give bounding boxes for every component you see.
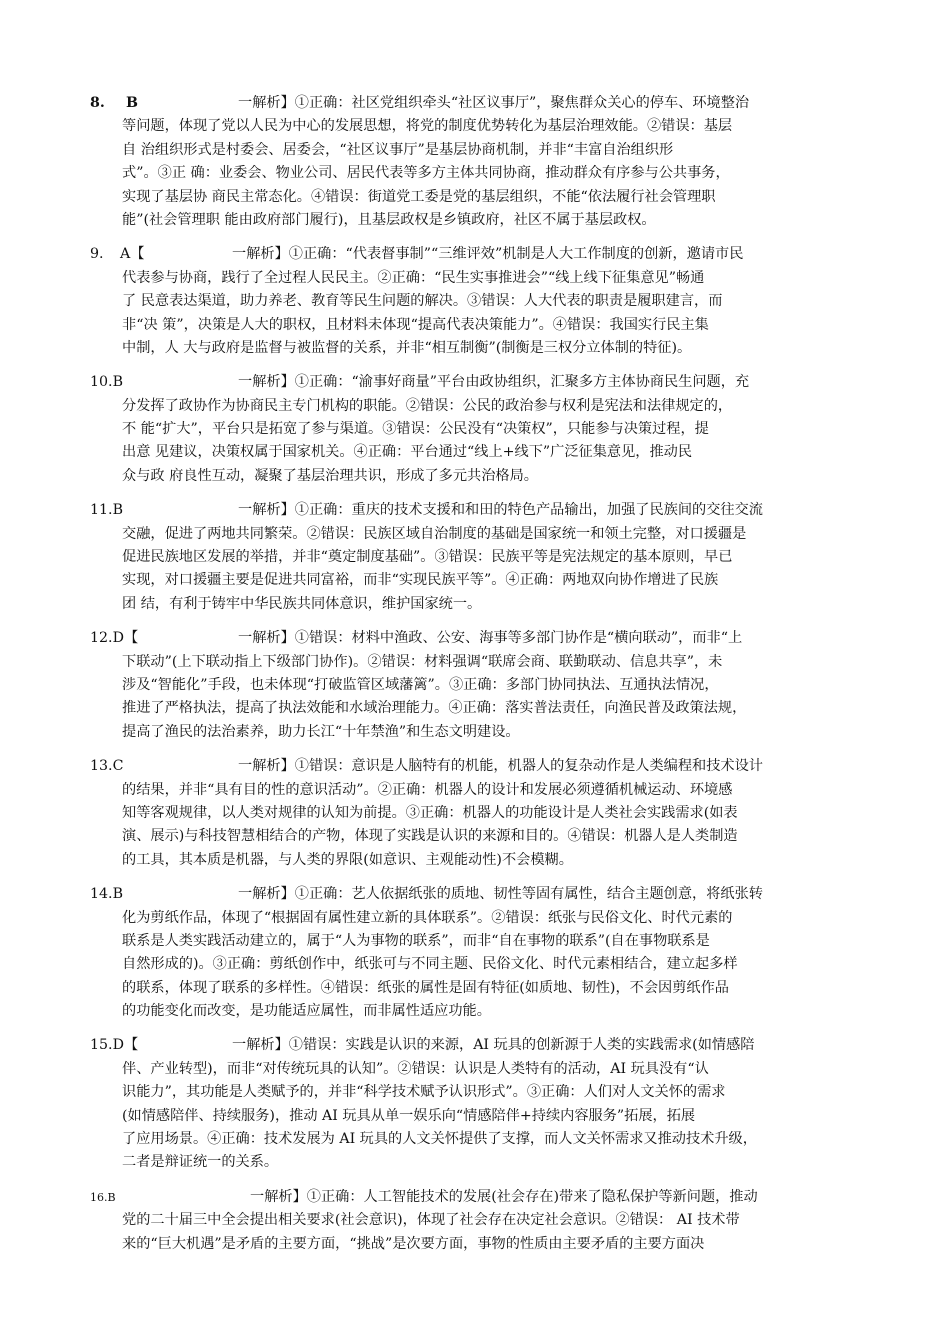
item-line: 自 治组织形式是村委会、居委会，“社区议事厅”是基层协商机制，并非“丰富自治组织形: [122, 141, 674, 158]
item-line: 实现，对口援疆主要是促进共同富裕，而非“实现民族平等”。④正确：两地双向协作增进了民族: [122, 572, 719, 589]
answer-item-8: [90, 92, 862, 232]
item-line: 的功能变化而改变，是功能适应属性，而非属性适应功能。: [122, 1003, 491, 1020]
item-number: 16.B: [90, 1190, 116, 1204]
item-line: 中制，人 大与政府是监督与被监督的关系，并非“相互制衡”(制衡是三权分立体制的特征)。: [122, 339, 692, 356]
item-answer: A【: [120, 246, 145, 263]
item-line: 了 民意表达渠道，助力养老、教育等民生问题的解决。③错误：人大代表的职责是履职建言，而: [122, 293, 723, 310]
item-line: 联系是人类实践活动建立的，属于“人为事物的联系”，而非“自在事物的联系”(自在事物联系是: [122, 932, 710, 949]
item-line: 提高了渔民的法治素养，助力长江“十年禁渔”和生态文明建设。: [122, 723, 520, 740]
item-first-text: 一解析】①正确：人工智能技术的发展(社会存在)带来了隐私保护等新问题，推动: [250, 1188, 758, 1205]
item-line: 交融，促进了两地共同繁荣。②错误：民族区域自治制度的基础是国家统一和领土完整，对口援疆是: [122, 525, 747, 542]
item-first-text: 一解析】①正确：重庆的技术支援和和田的特色产品输出，加强了民族间的交往交流: [238, 502, 763, 519]
item-number: 8.: [90, 95, 105, 111]
answer-item-11: [90, 499, 862, 616]
item-first-text: 一解析】①错误：材料中渔政、公安、海事等多部门协作是“横向联动”，而非“上: [238, 630, 743, 647]
item-number: 12.D【: [90, 630, 139, 647]
item-number: 13.C: [90, 758, 124, 775]
item-number: 9.: [90, 246, 104, 263]
item-line: 的工具，其本质是机器，与人类的界限(如意识、主观能动性)不会模糊。: [122, 851, 573, 868]
item-number: 14.B: [90, 886, 123, 903]
item-line: 分发挥了政协作为协商民主专门机构的职能。②错误：公民的政治参与权利是宪法和法律规定的，: [122, 397, 733, 414]
item-line: 不 能“扩大”，平台只是拓宽了参与渠道。③错误：公民没有“决策权”，只能参与决策过程，提: [122, 421, 709, 438]
item-line: 伴、产业转型)，而非“对传统玩具的认知”。②错误：认识是人类特有的活动，AI 玩具没有“认: [122, 1060, 709, 1077]
item-first-text: 一解析】①正确：艺人依据纸张的质地、韧性等固有属性，结合主题创意，将纸张转: [238, 886, 763, 903]
item-first-text: 一解析】①正确：社区党组织牵头“社区议事厅”，聚焦群众关心的停车、环境整治: [238, 95, 750, 111]
item-line: 下联动”(上下联动指上下级部门协作)。②错误：材料强调“联席会商、联勤联动、信息共享”，未: [122, 653, 723, 670]
item-answer: B: [126, 95, 138, 111]
item-line: 推进了严格执法，提高了执法效能和水域治理能力。④正确：落实普法责任，向渔民普及政策法规，: [122, 700, 747, 717]
answer-item-10: [90, 371, 862, 488]
item-line: 来的“巨大机遇”是矛盾的主要方面，“挑战”是次要方面，事物的性质由主要矛盾的主要方面决: [122, 1235, 705, 1252]
answer-item-15: [90, 1034, 862, 1174]
item-line: 知等客观规律，以人类对规律的认知为前提。③正确：机器人的功能设计是人类社会实践需求(如表: [122, 804, 738, 821]
item-line: 等问题，体现了党以人民为中心的发展思想，将党的制度优势转化为基层治理效能。②错误：基层: [122, 118, 733, 135]
item-line: 涉及“智能化”手段，也未体现“打破监管区域藩篱”。③正确：多部门协同执法、互通执法情况，: [122, 676, 719, 693]
item-first-line: [90, 627, 862, 650]
item-line: 能”(社会管理职 能由政府部门履行)，且基层政权是乡镇政府，社区不属于基层政权。: [122, 211, 656, 228]
answer-item-13: [90, 755, 862, 872]
item-line: 出意 见建议，决策权属于国家机关。④正确：平台通过“线上+线下”广泛征集意见，推动民: [122, 444, 693, 461]
item-line: 演、展示)与科技智慧相结合的产物，体现了实践是认识的来源和目的。④错误：机器人是人类制造: [122, 828, 738, 845]
item-first-line: [90, 1186, 862, 1209]
item-line: 促进民族地区发展的举措，并非“奠定制度基础”。③错误：民族平等是宪法规定的基本原则，早已: [122, 549, 733, 566]
answer-item-16: [90, 1186, 862, 1256]
item-first-line: [90, 883, 862, 906]
item-line: 的联系，体现了联系的多样性。④错误：纸张的属性是固有特征(如质地、韧性)，不会因剪纸作品: [122, 979, 729, 996]
item-number: 11.B: [90, 502, 123, 519]
item-first-line: [90, 755, 862, 778]
item-line: 式”。③正 确：业委会、物业公司、居民代表等多方主体共同协商，推动群众有序参与公共事务，: [122, 165, 730, 182]
item-first-text: 一解析】①正确：“代表督事制”“三维评效”机制是人大工作制度的创新，邀请市民: [232, 246, 744, 263]
item-first-text: 一解析】①错误：实践是认识的来源，AI 玩具的创新源于人类的实践需求(如情感陪: [232, 1037, 755, 1054]
item-line: 自然形成的)。③正确：剪纸创作中，纸张可与不同主题、民俗文化、时代元素相结合，建立起多样: [122, 956, 738, 973]
item-first-line: [90, 499, 862, 522]
item-first-text: 一解析】①正确：“渝事好商量”平台由政协组织，汇聚多方主体协商民生问题，充: [238, 374, 750, 391]
item-line: 实现了基层协 商民主常态化。④错误：街道党工委是党的基层组织，不能“依法履行社会管理职: [122, 188, 716, 205]
analysis-page: [90, 92, 862, 1267]
item-number: 15.D【: [90, 1037, 139, 1054]
item-line: 识能力”，其功能是人类赋予的，并非“科学技术赋予认识形式”。③正确：人们对人文关怀的需求: [122, 1084, 726, 1101]
item-line: 党的二十届三中全会提出相关要求(社会意识)，体现了社会存在决定社会意识。②错误： AI 技术带: [122, 1212, 740, 1229]
answer-item-9: [90, 243, 862, 360]
item-line: 化为剪纸作品，体现了“根据固有属性建立新的具体联系”。②错误：纸张与民俗文化、时代元素的: [122, 909, 733, 926]
item-line: 代表参与协商，践行了全过程人民民主。②正确：“民生实事推进会”“线上线下征集意见”畅通: [122, 269, 705, 286]
item-first-line: [90, 1034, 862, 1057]
item-first-text: 一解析】①错误：意识是人脑特有的机能，机器人的复杂动作是人类编程和技术设计: [238, 758, 763, 775]
item-line: 的结果，并非“具有目的性的意识活动”。②正确：机器人的设计和发展必须遵循机械运动、环境感: [122, 781, 733, 798]
item-line: 团 结，有利于铸牢中华民族共同体意识，维护国家统一。: [122, 595, 482, 612]
answer-item-14: [90, 883, 862, 1023]
item-first-line: [90, 371, 862, 394]
item-number: 10.B: [90, 374, 123, 391]
item-line: (如情感陪伴、持续服务)，推动 AI 玩具从单一娱乐向“情感陪伴+持续内容服务”拓展，拓展: [122, 1107, 696, 1124]
item-line: 非“决 策”，决策是人大的职权，且材料未体现“提高代表决策能力”。④错误：我国实行民主集: [122, 316, 709, 333]
item-line: 众与政 府良性互动，凝聚了基层治理共识，形成了多元共治格局。: [122, 467, 538, 484]
item-first-line: [90, 243, 862, 266]
item-first-line: [90, 92, 862, 115]
answer-item-12: [90, 627, 862, 744]
item-line: 了应用场景。④正确：技术发展为 AI 玩具的人文关怀提供了支撑，而人文关怀需求又推动技术升级，: [122, 1131, 757, 1148]
item-line: 二者是辩证统一的关系。: [122, 1154, 279, 1171]
